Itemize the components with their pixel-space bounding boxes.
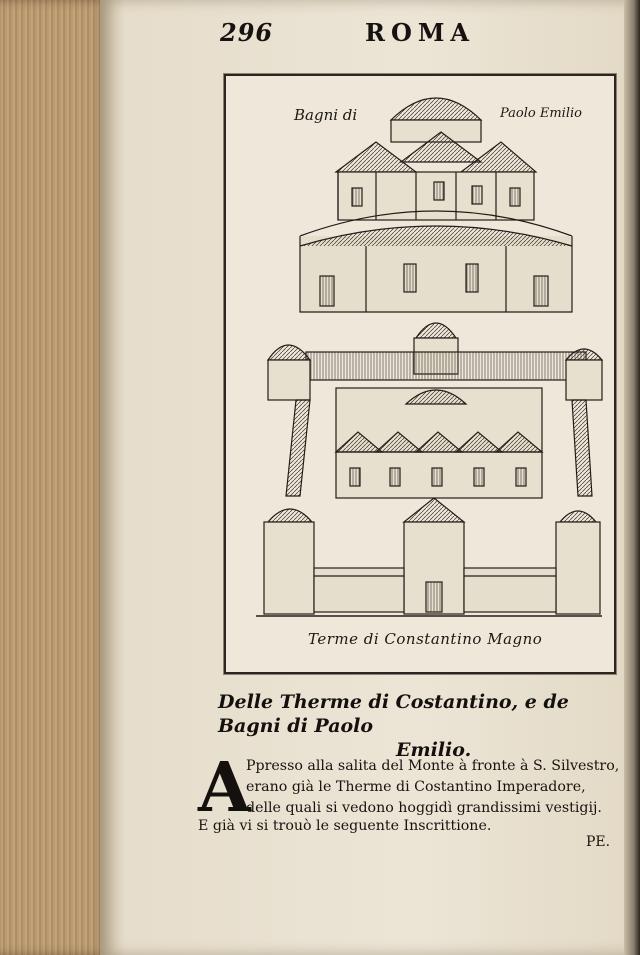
plate-label-paolo-emilio: Paolo Emilio bbox=[500, 106, 582, 121]
running-head bbox=[0, 18, 640, 52]
drop-cap-initial: A bbox=[198, 748, 251, 828]
caption-line-2: Emilio. bbox=[396, 739, 472, 761]
running-title: ROMA bbox=[365, 18, 476, 47]
book-page-edges bbox=[0, 0, 108, 955]
page-number: 296 bbox=[220, 18, 274, 47]
plate-caption bbox=[218, 690, 618, 762]
body-line-4: E già vi si trouò le seguente Inscrittione. bbox=[198, 818, 492, 834]
plate-label-terme: Terme di Constantino Magno bbox=[308, 630, 543, 648]
page-gutter-shadow bbox=[624, 0, 640, 955]
caption-line-1: Delle Therme di Costantino, e de Bagni di Paolo bbox=[218, 691, 569, 737]
body-paragraph bbox=[246, 756, 626, 819]
body-line-3: delle quali si vedono hoggidì grandissimi vestigij. bbox=[246, 800, 602, 816]
engraving-illustration bbox=[226, 76, 614, 672]
plate-label-bagni: Bagni di bbox=[294, 106, 358, 124]
body-line-1: Ppresso alla salita del Monte à fronte à S. Silvestro, bbox=[246, 758, 620, 774]
catchword: PE. bbox=[586, 834, 611, 850]
body-line-2: erano già le Therme di Costantino Imperadore, bbox=[246, 779, 586, 795]
engraving-plate bbox=[224, 74, 616, 674]
